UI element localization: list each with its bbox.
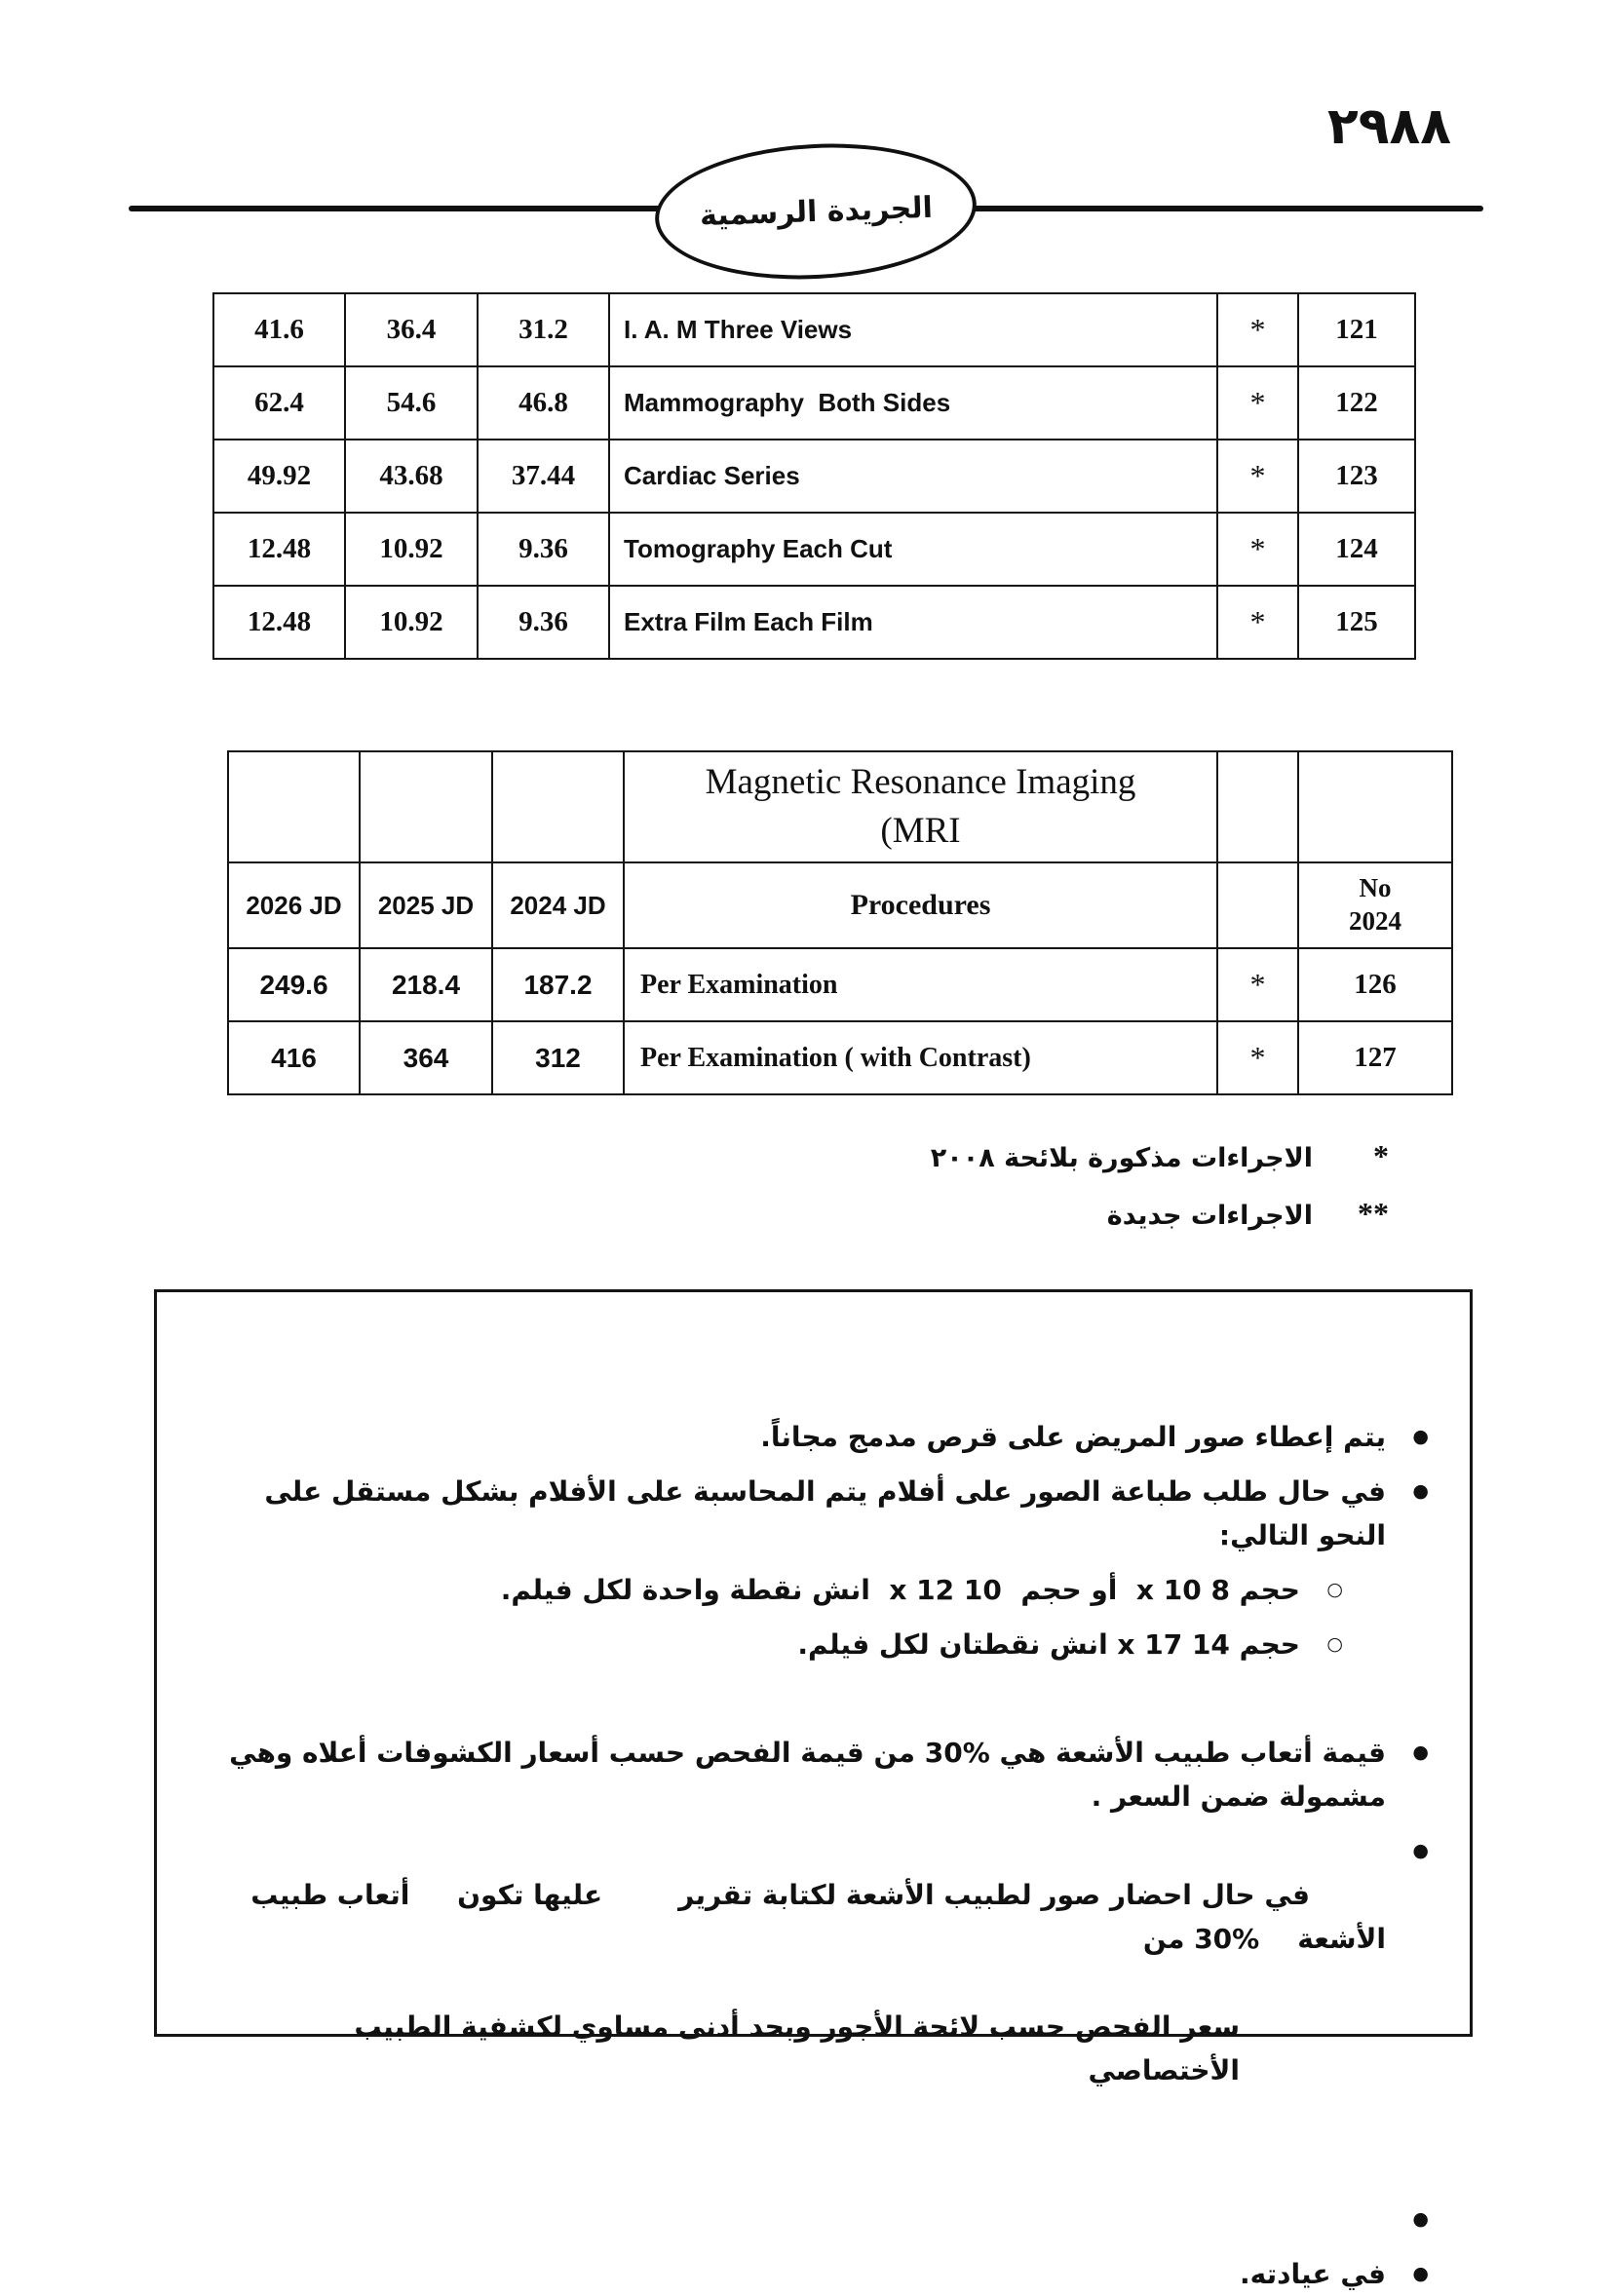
procedure-number: 126 (1298, 948, 1452, 1021)
mri-table (227, 750, 1453, 1095)
procedure-number: 127 (1298, 1021, 1452, 1094)
header-procedures: Procedures (624, 862, 1217, 948)
gazette-title: الجريدة الرسمية (699, 190, 933, 233)
price-2024: 9.36 (478, 513, 609, 586)
note-subitem (196, 1568, 1429, 1612)
table-row (228, 1021, 1452, 1094)
footnote-text: الاجراءات جديدة (1106, 1201, 1313, 1231)
procedure-name: I. A. M Three Views (609, 293, 1217, 366)
price-2026: 12.48 (213, 513, 345, 586)
note-item (196, 2252, 1429, 2296)
footnote-mark-cell: * (1217, 293, 1298, 366)
price-2024: 187.2 (492, 948, 624, 1021)
procedure-number: 122 (1298, 366, 1415, 440)
mri-title-line1: Magnetic Resonance Imaging (705, 762, 1136, 803)
header-2025-jd: 2025 JD (360, 862, 492, 948)
mri-header-row (228, 862, 1452, 948)
note-text: في حال طلب طباعة الصور على أفلام يتم المحاسبة على الأفلام بشكل مستقل على النحو التالي: (254, 1475, 1386, 1551)
note-item (196, 1731, 1429, 1818)
note-text: قيمة أتعاب طبيب الأشعة هي %30 من قيمة الفحص حسب أسعار الكشوفات أعلاه وهي مشمولة ضمن السعر . (219, 1737, 1386, 1813)
note-text-line2: سعر الفحص حسب لائحة الأجور وبحد أدنى مساوي لكشفية الطبيب الأختصاصي (344, 2010, 1240, 2086)
note-text: حجم 8 x 10 أو حجم 10 x 12 انش نقطة واحدة لكل فيلم. (500, 1574, 1300, 1606)
price-2026: 41.6 (213, 293, 345, 366)
procedure-number: 123 (1298, 440, 1415, 513)
procedure-name: Per Examination ( with Contrast) (624, 1021, 1217, 1094)
header-no-line2: 2024 (1349, 906, 1401, 936)
gazette-title-oval (652, 135, 980, 287)
note-subitem (196, 1623, 1429, 1666)
empty-cell (228, 751, 360, 862)
table-row (213, 366, 1415, 440)
note-text: يتم إعطاء صور المريض على قرص مدمج مجاناً. (760, 1421, 1386, 1453)
procedure-name: Cardiac Series (609, 440, 1217, 513)
header-2026-jd: 2026 JD (228, 862, 360, 948)
price-2024: 37.44 (478, 440, 609, 513)
footnote-mark-cell: * (1217, 513, 1298, 586)
note-item (196, 1470, 1429, 1557)
note-item (196, 1829, 1429, 2180)
procedure-number: 124 (1298, 513, 1415, 586)
footnote-mark-cell: * (1217, 440, 1298, 513)
header-no-line1: No (1359, 873, 1392, 903)
footnotes-section (931, 1138, 1389, 1253)
bullet-icon: ● (1412, 1840, 1429, 1861)
radiology-procedures-table (212, 292, 1416, 660)
price-2025: 43.68 (345, 440, 478, 513)
page-number: ٢٩٨٨ (1327, 97, 1451, 156)
note-text (196, 2198, 1386, 2241)
price-2025: 10.92 (345, 513, 478, 586)
empty-cell (1298, 751, 1452, 862)
footnote (931, 1196, 1389, 1232)
footnote-mark-cell: * (1217, 948, 1298, 1021)
footnote-text: الاجراءات مذكورة بلائحة ٢٠٠٨ (930, 1143, 1313, 1173)
mri-title-row (228, 751, 1452, 862)
hollow-bullet-icon: ○ (1326, 1579, 1343, 1600)
note-text (196, 1829, 1386, 2180)
empty-cell (1217, 751, 1298, 862)
price-2024: 312 (492, 1021, 624, 1094)
price-2026: 49.92 (213, 440, 345, 513)
price-2026: 416 (228, 1021, 360, 1094)
bullet-icon: ● (1412, 1480, 1429, 1502)
note-text-line1: في حال احضار صور لطبيب الأشعة لكتابة تقرير عليها تكون أتعاب طبيب الأشعة %30 من (241, 1879, 1386, 1955)
table-row (228, 948, 1452, 1021)
price-2025: 218.4 (360, 948, 492, 1021)
footnote-mark-cell: * (1217, 1021, 1298, 1094)
table-row (213, 440, 1415, 513)
price-2025: 54.6 (345, 366, 478, 440)
footnote-mark-cell: * (1217, 366, 1298, 440)
notes-box (154, 1289, 1473, 2290)
mri-title-line2: (MRI (880, 811, 961, 851)
price-2026: 249.6 (228, 948, 360, 1021)
note-item-empty (196, 2198, 1429, 2241)
footnote (931, 1138, 1389, 1174)
price-2025: 364 (360, 1021, 492, 1094)
table-row (213, 513, 1415, 586)
procedure-number: 125 (1298, 586, 1415, 659)
procedure-name: Mammography Both Sides (609, 366, 1217, 440)
footnote-mark: ** (1358, 1196, 1389, 1231)
price-2025: 36.4 (345, 293, 478, 366)
mri-table-title (624, 751, 1217, 862)
price-2026: 62.4 (213, 366, 345, 440)
footnote-mark: * (1373, 1138, 1389, 1173)
procedure-name: Extra Film Each Film (609, 586, 1217, 659)
note-text: حجم 14 x 17 انش نقطتان لكل فيلم. (797, 1628, 1300, 1661)
note-text: في عيادته. (1240, 2258, 1386, 2290)
empty-cell (492, 751, 624, 862)
procedure-name: Tomography Each Cut (609, 513, 1217, 586)
procedure-number: 121 (1298, 293, 1415, 366)
price-2025: 10.92 (345, 586, 478, 659)
header-2024-jd: 2024 JD (492, 862, 624, 948)
bullet-icon: ● (1412, 2263, 1429, 2284)
table-row (213, 293, 1415, 366)
table-row (213, 586, 1415, 659)
price-2024: 31.2 (478, 293, 609, 366)
empty-cell (1217, 862, 1298, 948)
header-no-2024 (1298, 862, 1452, 948)
bullet-icon: ● (1412, 1741, 1429, 1763)
bullet-icon: ● (1412, 2208, 1429, 2230)
price-2026: 12.48 (213, 586, 345, 659)
empty-cell (360, 751, 492, 862)
bullet-icon: ● (1412, 1426, 1429, 1447)
footnote-mark-cell: * (1217, 586, 1298, 659)
hollow-bullet-icon: ○ (1326, 1633, 1343, 1655)
procedure-name: Per Examination (624, 948, 1217, 1021)
price-2024: 9.36 (478, 586, 609, 659)
price-2024: 46.8 (478, 366, 609, 440)
note-item (196, 1415, 1429, 1459)
